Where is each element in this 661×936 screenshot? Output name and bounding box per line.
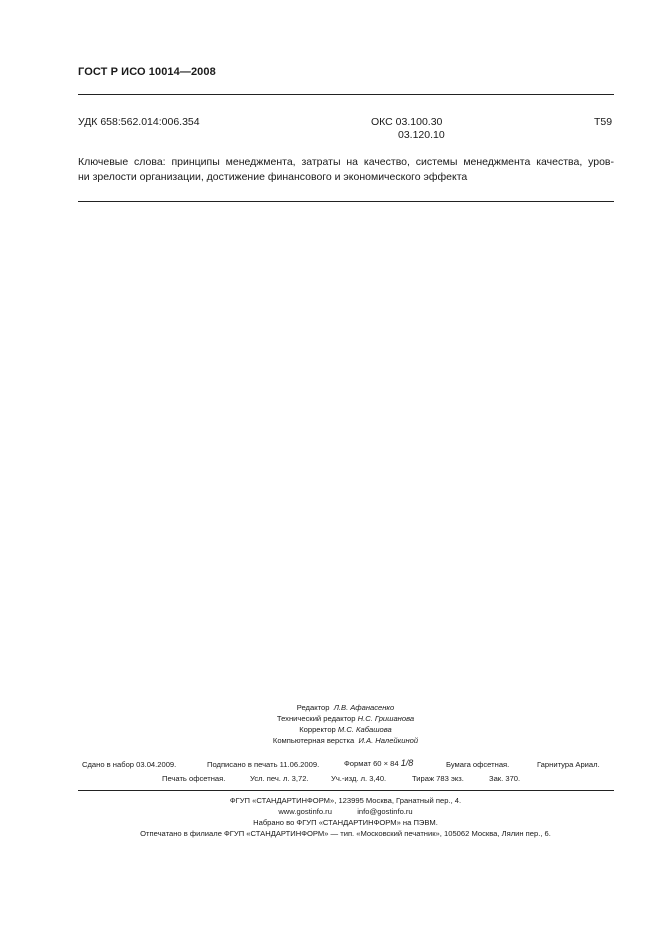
paper-type: Бумага офсетная. [446, 760, 510, 769]
sent-date: Сдано в набор 03.04.2009. [82, 760, 177, 769]
group-code: Т59 [594, 116, 613, 128]
signed-date: Подписано в печать 11.06.2009. [207, 760, 320, 769]
order-number: Зак. 370. [489, 774, 521, 783]
publisher-email: info@gostinfo.ru [357, 807, 413, 816]
typeset-note: Набрано во ФГУП «СТАНДАРТИНФОРМ» на ПЭВМ. [253, 818, 438, 827]
layout-name: И.А. Налейкиной [358, 736, 419, 745]
imprint-divider [78, 790, 614, 791]
editor-name: Л.В. Афанасенко [333, 703, 395, 712]
publisher-address: ФГУП «СТАНДАРТИНФОРМ», 123995 Москва, Гранатный пер., 4. [229, 796, 462, 805]
keywords-line-2: ни зрелости организации, достижение финансового и экономического эффекта [78, 171, 468, 183]
circulation: Тираж 783 экз. [412, 774, 464, 783]
layout-line [0, 736, 661, 745]
editor-line [0, 703, 661, 712]
format-label: Формат 60 × 84 [344, 759, 399, 768]
format-fraction: 1/8 [400, 758, 414, 768]
oks-code-1: ОКС 03.100.30 [371, 116, 443, 128]
font-type: Гарнитура Ариал. [537, 760, 600, 769]
corrector-line [0, 725, 661, 734]
corrector-name: М.С. Кабашова [337, 725, 392, 734]
oks-code-2: 03.120.10 [398, 129, 445, 141]
tech-editor-name: Н.С. Гришанова [357, 714, 415, 723]
publisher-contacts [0, 807, 661, 816]
print-type: Печать офсетная. [162, 774, 226, 783]
tech-editor-label: Технический редактор [276, 714, 356, 723]
uch-izd-l: Уч.-изд. л. 3,40. [331, 774, 387, 783]
corrector-label: Корректор [299, 725, 336, 734]
editor-label: Редактор [296, 703, 330, 712]
keywords-paragraph [78, 155, 614, 185]
usl-pech-l: Усл. печ. л. 3,72. [250, 774, 309, 783]
header-divider [78, 94, 614, 95]
publisher-website: www.gostinfo.ru [278, 807, 332, 816]
udk-code: УДК 658:562.014:006.354 [78, 116, 200, 128]
keywords-divider [78, 201, 614, 202]
layout-label: Компьютерная верстка [272, 736, 355, 745]
keywords-line-1: Ключевые слова: принципы менеджмента, затраты на качество, системы менеджмента качества, уров- [78, 156, 614, 168]
tech-editor-line [0, 714, 661, 723]
format-value [344, 758, 413, 768]
printing-house: Отпечатано в филиале ФГУП «СТАНДАРТИНФОРМ» — тип. «Московский печатник», 105062 Москва, Лялин пер., 6. [140, 829, 551, 838]
standard-code: ГОСТ Р ИСО 10014—2008 [78, 66, 216, 78]
